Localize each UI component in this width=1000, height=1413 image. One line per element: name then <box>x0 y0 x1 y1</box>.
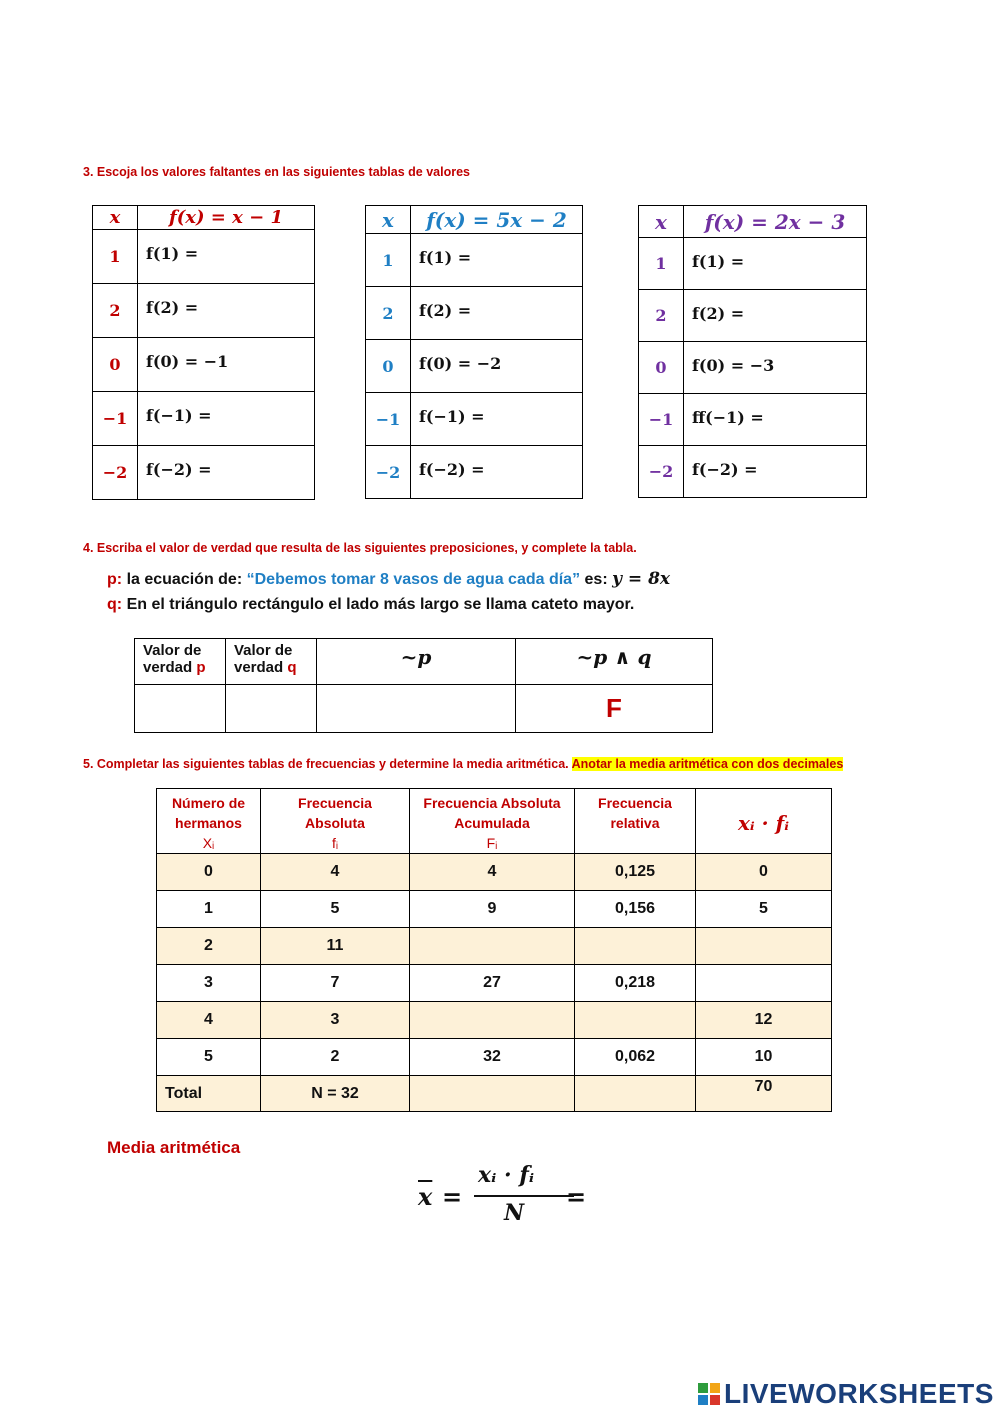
header-num-hermanos <box>157 789 261 854</box>
cell: 0,218 <box>575 965 696 1002</box>
x-value: 1 <box>93 230 138 284</box>
header-line: Frecuencia Absoluta <box>423 795 561 811</box>
header-fx: f(x) = x − 1 <box>138 206 315 230</box>
truth-table <box>134 638 713 733</box>
header-fx: f(x) = 5x − 2 <box>411 206 583 234</box>
liveworksheets-logo <box>698 1378 994 1410</box>
header-truth-p <box>135 639 226 685</box>
mean-label: Media aritmética <box>107 1138 241 1157</box>
header-var-p: p <box>196 659 206 676</box>
header-xi-fi: xᵢ · fᵢ <box>696 789 832 854</box>
header-line1: Valor de <box>143 642 202 659</box>
f-value-cell[interactable]: f(2) = <box>411 287 583 340</box>
q-text: En el triángulo rectángulo el lado más largo se llama cateto mayor. <box>126 596 635 613</box>
x-value: 1 <box>366 234 411 287</box>
table-row <box>157 1039 832 1076</box>
answer-truth-q[interactable] <box>226 685 317 733</box>
header-var-q: q <box>287 659 297 676</box>
header-line2: verdad <box>143 659 193 676</box>
x-value: −2 <box>366 446 411 499</box>
p-text-before: la ecuación de: <box>126 571 243 588</box>
f-value-cell[interactable]: f(−2) = <box>411 446 583 499</box>
answer-cell[interactable] <box>575 928 696 965</box>
f-value-cell: f(0) = −2 <box>411 340 583 393</box>
x-value: 2 <box>639 290 684 342</box>
x-value: 2 <box>366 287 411 340</box>
logo-text: LIVEWORKSHEETS <box>724 1378 994 1409</box>
formula-equals-1: = <box>442 1182 463 1211</box>
function-table-1 <box>92 205 315 500</box>
cell: 32 <box>410 1039 575 1076</box>
table-row <box>157 965 832 1002</box>
function-table-2 <box>365 205 583 499</box>
cell: 10 <box>696 1039 832 1076</box>
section5-instruction-text: 5. Completar las siguientes tablas de frecuencias y determine la media aritmética. <box>83 757 569 771</box>
x-value: −1 <box>366 393 411 446</box>
header-x: x <box>93 206 138 230</box>
f-value-cell[interactable]: f(−1) = <box>411 393 583 446</box>
header-x: x <box>639 206 684 238</box>
answer-not-p-and-q: F <box>516 685 713 733</box>
f-value-cell[interactable]: f(2) = <box>138 284 315 338</box>
answer-cell[interactable] <box>575 1002 696 1039</box>
answer-cell[interactable] <box>410 1002 575 1039</box>
x-value: 0 <box>93 338 138 392</box>
formula-lhs: $\overline{x}$ <box>418 1182 433 1211</box>
header-line: Absoluta <box>305 815 365 831</box>
section3-instruction: 3. Escoja los valores faltantes en las siguientes tablas de valores <box>83 165 470 179</box>
answer-cell[interactable] <box>410 928 575 965</box>
header-line: Fᵢ <box>486 835 498 851</box>
header-not-p: ~p <box>317 639 516 685</box>
function-table-3 <box>638 205 867 498</box>
answer-cell[interactable] <box>410 1076 575 1112</box>
header-line: hermanos <box>175 815 242 831</box>
x-value: −1 <box>93 392 138 446</box>
formula-numerator: xᵢ · fᵢ <box>478 1162 535 1188</box>
formula-equals-2: = <box>566 1182 587 1211</box>
p-text-after: es: <box>584 571 608 588</box>
frequency-table <box>156 788 832 1112</box>
f-value-cell[interactable]: f(−1) = <box>138 392 315 446</box>
header-line: Acumulada <box>454 815 530 831</box>
header-not-p-and-q: ~p ∧ q <box>516 639 713 685</box>
f-value-cell[interactable]: f(1) = <box>138 230 315 284</box>
x-value: 2 <box>93 284 138 338</box>
header-line1: Valor de <box>234 642 293 659</box>
f-value-cell[interactable]: f(−2) = <box>138 446 315 500</box>
f-value-cell[interactable]: f(1) = <box>411 234 583 287</box>
answer-cell[interactable] <box>575 1076 696 1112</box>
cell: 4 <box>157 1002 261 1039</box>
answer-truth-p[interactable] <box>135 685 226 733</box>
cell: 2 <box>157 928 261 965</box>
p-quote: “Debemos tomar 8 vasos de agua cada día” <box>246 571 581 588</box>
formula-fraction-bar <box>474 1195 574 1197</box>
f-value-cell[interactable]: f(2) = <box>684 290 867 342</box>
header-freq-abs <box>261 789 410 854</box>
f-value-cell[interactable]: ff(−1) = <box>684 394 867 446</box>
cell: 1 <box>157 891 261 928</box>
total-row <box>157 1076 832 1112</box>
answer-not-p[interactable] <box>317 685 516 733</box>
cell: 0,125 <box>575 854 696 891</box>
header-line: Número de <box>171 795 246 811</box>
cell: 0,062 <box>575 1039 696 1076</box>
x-value: 0 <box>366 340 411 393</box>
header-line: fᵢ <box>331 835 339 851</box>
proposition-q <box>107 596 634 614</box>
cell: 5 <box>261 891 410 928</box>
f-value-cell: f(0) = −3 <box>684 342 867 394</box>
cell: 12 <box>696 1002 832 1039</box>
cell: 4 <box>410 854 575 891</box>
mean-formula <box>418 1162 598 1232</box>
section5-highlight: Anotar la media aritmética con dos decimales <box>571 757 844 771</box>
cell: 5 <box>696 891 832 928</box>
p-equation: y = 8x <box>612 569 671 589</box>
table-row <box>157 928 832 965</box>
cell: 7 <box>261 965 410 1002</box>
cell: 5 <box>157 1039 261 1076</box>
cell: 3 <box>261 1002 410 1039</box>
table-row <box>157 891 832 928</box>
cell: 2 <box>261 1039 410 1076</box>
p-label: p: <box>107 571 123 588</box>
header-line: Frecuencia <box>298 795 372 811</box>
table-row <box>157 854 832 891</box>
cell: 11 <box>261 928 410 965</box>
total-n: N = 32 <box>261 1076 410 1112</box>
cell: 0,156 <box>575 891 696 928</box>
x-value: 1 <box>639 238 684 290</box>
f-value-cell[interactable]: f(1) = <box>684 238 867 290</box>
header-x: x <box>366 206 411 234</box>
logo-grid-icon <box>698 1383 720 1405</box>
cell: 4 <box>261 854 410 891</box>
answer-cell[interactable] <box>696 965 832 1002</box>
f-value-cell[interactable]: f(−2) = <box>684 446 867 498</box>
header-line: Xᵢ <box>202 835 215 851</box>
header-truth-q <box>226 639 317 685</box>
section4-instruction: 4. Escriba el valor de verdad que resulta de las siguientes preposiciones, y complete la tabla. <box>83 541 637 555</box>
cell: 9 <box>410 891 575 928</box>
header-fx: f(x) = 2x − 3 <box>684 206 867 238</box>
formula-denominator: N <box>504 1200 525 1226</box>
x-value: −2 <box>93 446 138 500</box>
proposition-p <box>107 569 670 589</box>
cell: 27 <box>410 965 575 1002</box>
header-freq-rel <box>575 789 696 854</box>
header-line: relativa <box>610 815 660 831</box>
f-value-cell: f(0) = −1 <box>138 338 315 392</box>
header-freq-acum <box>410 789 575 854</box>
x-value: −1 <box>639 394 684 446</box>
x-value: −2 <box>639 446 684 498</box>
header-line2: verdad <box>234 659 284 676</box>
q-label: q: <box>107 596 123 613</box>
answer-cell[interactable] <box>696 928 832 965</box>
header-line: Frecuencia <box>598 795 672 811</box>
cell: 3 <box>157 965 261 1002</box>
total-label: Total <box>157 1076 261 1112</box>
cell: 0 <box>696 854 832 891</box>
section5-instruction <box>83 757 843 771</box>
table-row <box>157 1002 832 1039</box>
total-xi-fi: 70 <box>696 1076 832 1112</box>
x-value: 0 <box>639 342 684 394</box>
cell: 0 <box>157 854 261 891</box>
